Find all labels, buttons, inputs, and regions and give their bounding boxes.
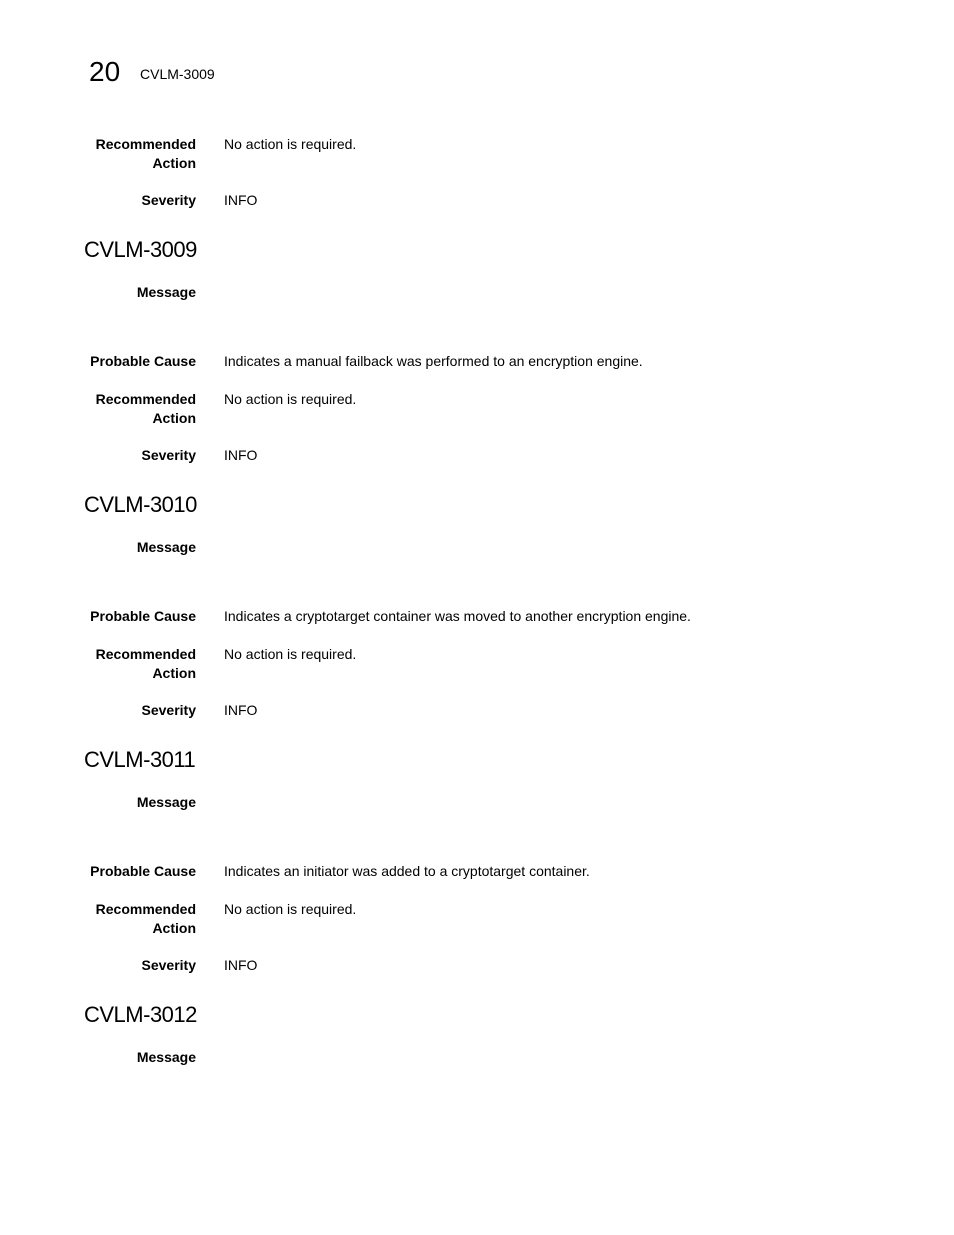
severity-label: Severity	[141, 957, 196, 973]
severity-label: Severity	[141, 447, 196, 463]
recommended-action-value: No action is required.	[224, 901, 357, 917]
severity-value: INFO	[224, 957, 258, 973]
severity-value: INFO	[224, 447, 258, 463]
severity-value: INFO	[224, 702, 258, 718]
probable-cause-value: Indicates a manual failback was performed to an encryption engine.	[224, 353, 643, 369]
section-title: CVLM-3009	[84, 237, 197, 262]
probable-cause-value: Indicates a cryptotarget container was moved to another encryption engine.	[224, 608, 691, 624]
recommended-action-label: Recommended Action	[95, 646, 196, 681]
message-label: Message	[136, 539, 196, 555]
recommended-action-label: Recommended Action	[95, 391, 196, 426]
recommended-action-value: No action is required.	[224, 646, 357, 662]
severity-label: Severity	[141, 702, 196, 718]
probable-cause-label: Probable Cause	[90, 353, 196, 369]
running-title: CVLM-3009	[140, 66, 215, 82]
section-title: CVLM-3012	[84, 1002, 197, 1027]
message-label: Message	[136, 794, 196, 810]
message-label: Message	[136, 284, 196, 300]
probable-cause-value: Indicates an initiator was added to a cryptotarget container.	[224, 863, 590, 879]
recommended-action-value: No action is required.	[224, 136, 357, 152]
chapter-number: 20	[89, 56, 121, 87]
section-title: CVLM-3011	[84, 747, 196, 772]
recommended-action-label: Recommended Action	[95, 136, 196, 171]
recommended-action-value: No action is required.	[224, 391, 357, 407]
recommended-action-label: Recommended Action	[95, 901, 196, 936]
section-title: CVLM-3010	[84, 492, 197, 517]
severity-label: Severity	[141, 192, 196, 208]
severity-value: INFO	[224, 192, 258, 208]
probable-cause-label: Probable Cause	[90, 863, 196, 879]
message-label: Message	[136, 1049, 196, 1065]
probable-cause-label: Probable Cause	[90, 608, 196, 624]
